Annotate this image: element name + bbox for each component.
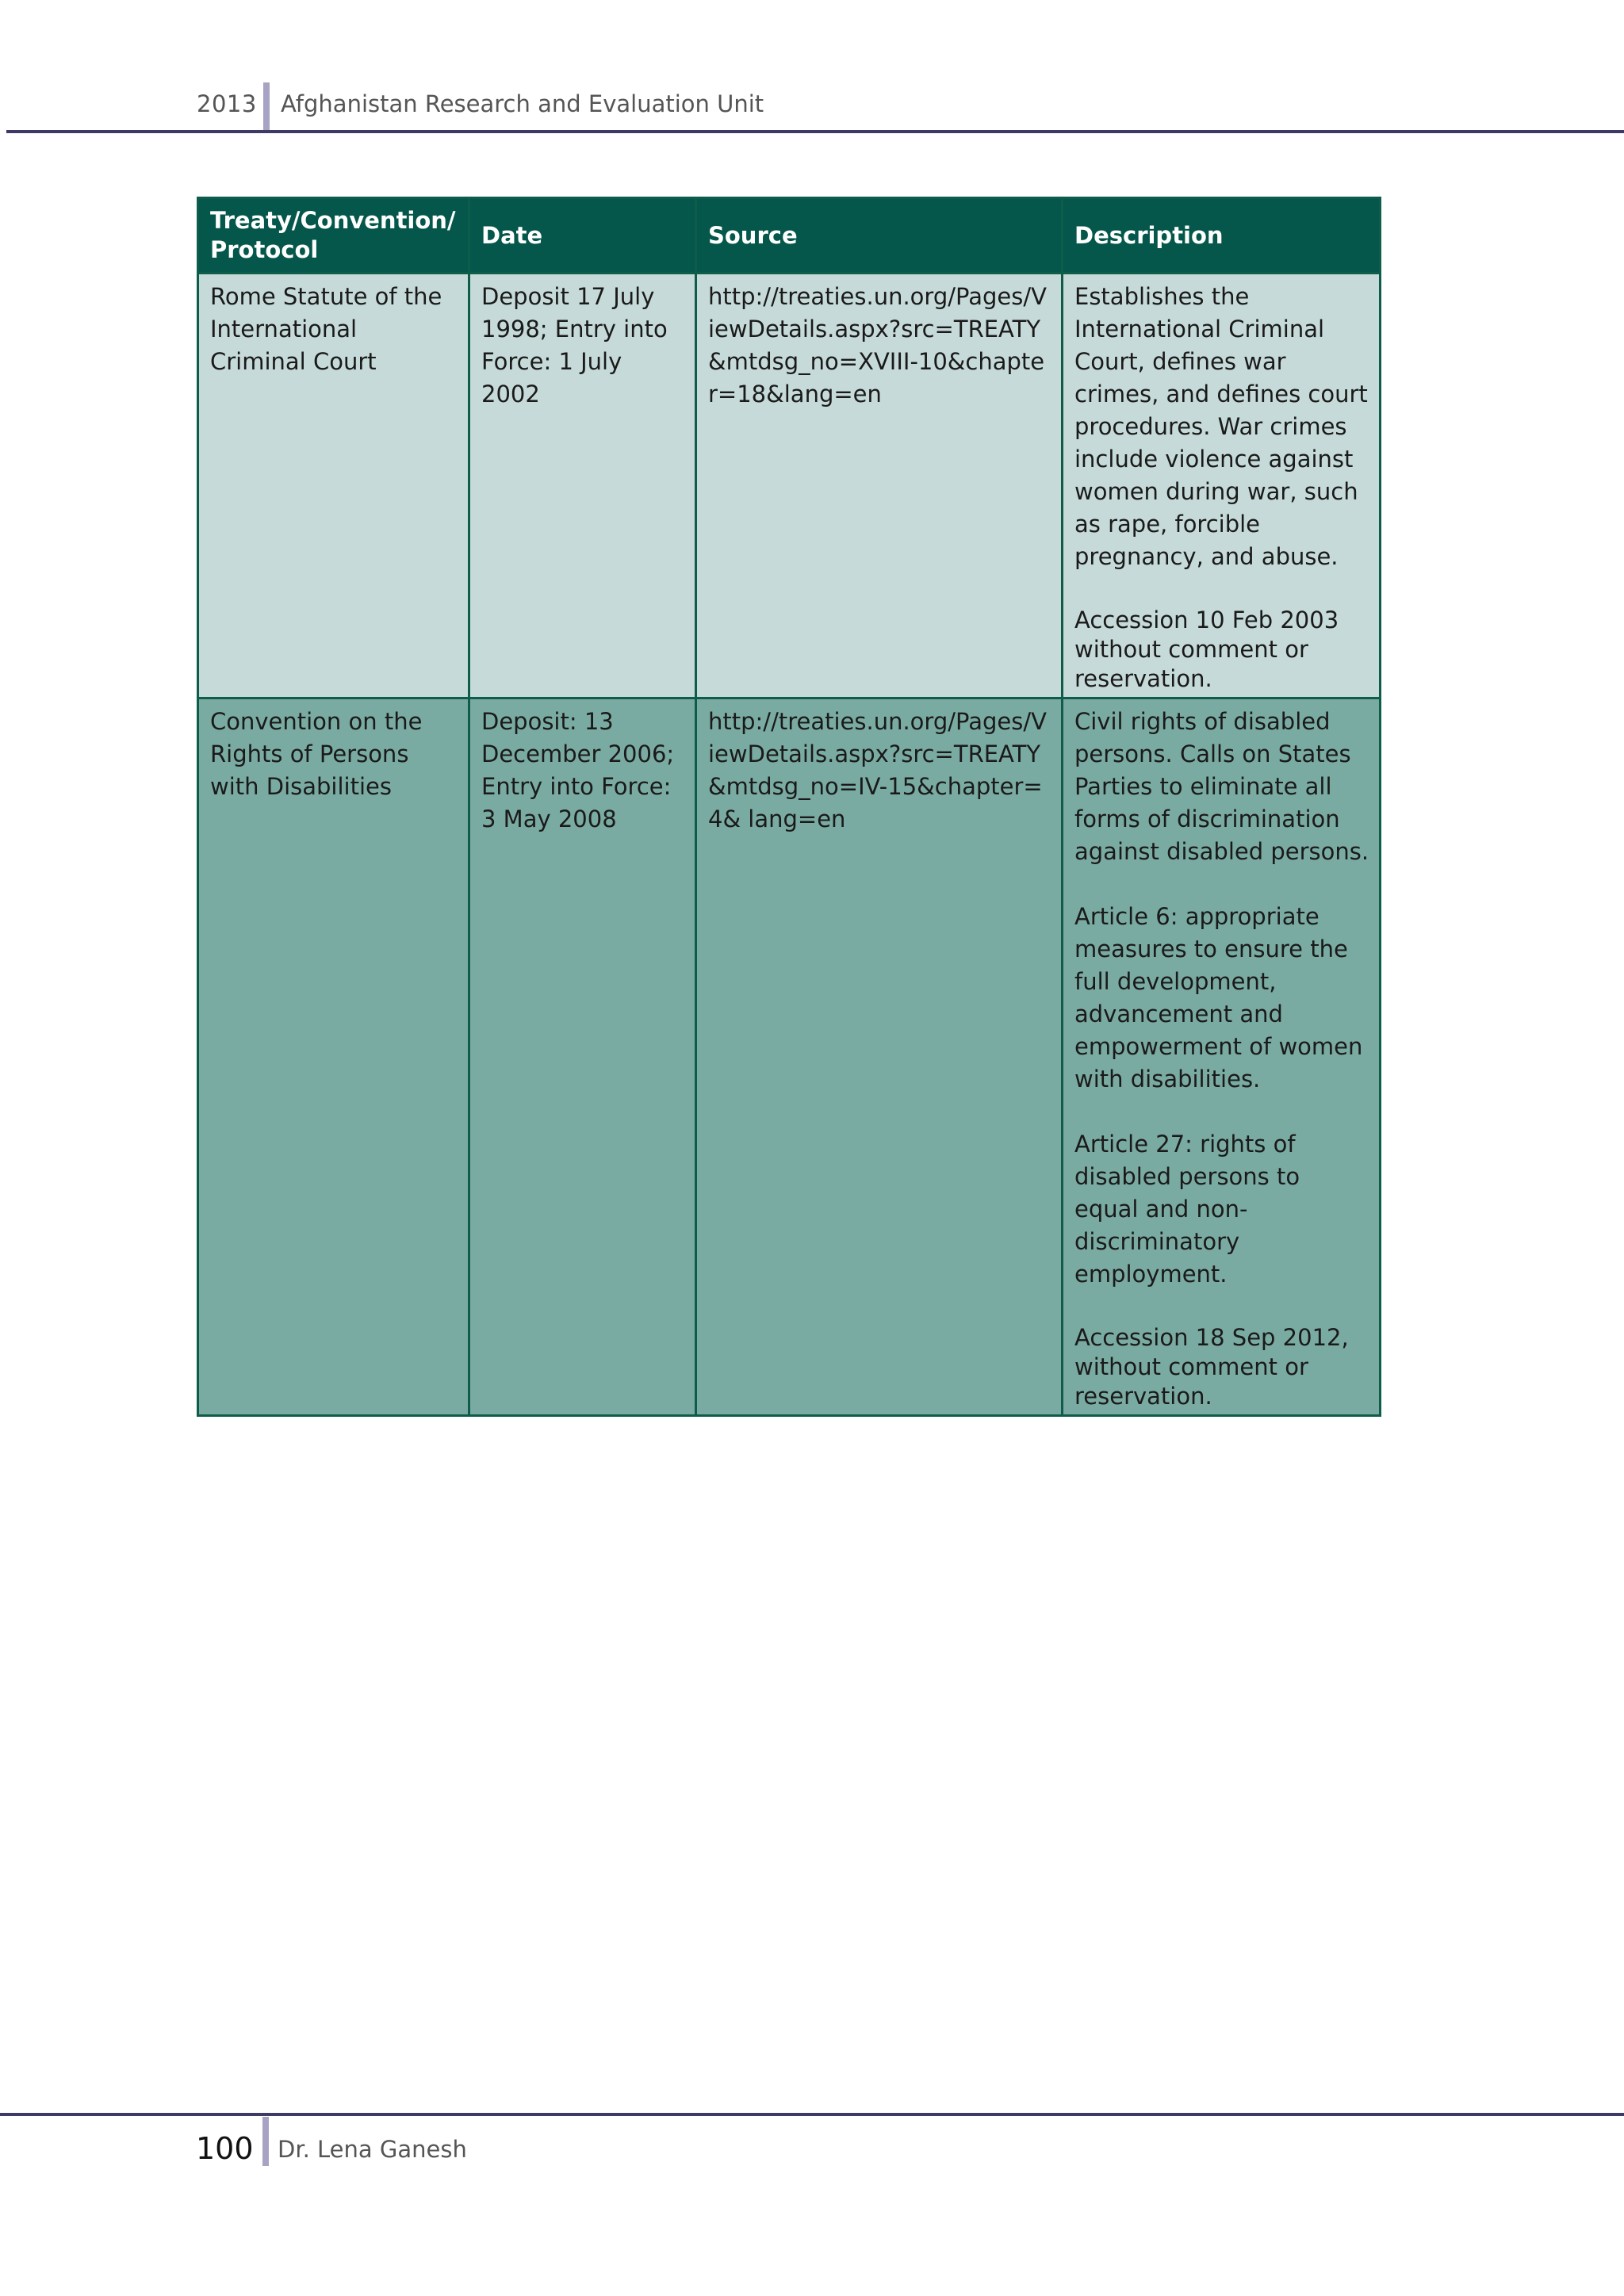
treaty-date: Deposit: 13 December 2006; Entry into Force: 3 May 2008 <box>481 708 675 832</box>
treaty-table-container <box>197 197 1379 1417</box>
footer-author: Dr. Lena Ganesh <box>278 2136 467 2163</box>
treaty-name: Convention on the Rights of Persons with Disabilities <box>210 708 423 800</box>
header-divider <box>263 82 270 132</box>
page-header <box>0 0 1624 135</box>
column-header-source: Source <box>696 198 1063 274</box>
cell-date <box>469 274 696 698</box>
footer-divider <box>262 2117 269 2166</box>
treaty-source-link[interactable]: http://treaties.un.org/Pages/ViewDetails.aspx?src=TREATY&mtdsg_no=XVIII-10&chapter=18&lang=en <box>708 283 1047 408</box>
description-paragraph: Civil rights of disabled persons. Calls on States Parties to eliminate all forms of discrimination against disabled persons. <box>1074 708 1369 865</box>
treaty-table <box>197 197 1381 1417</box>
cell-treaty <box>198 274 469 698</box>
column-header-treaty: Treaty/Convention/ Protocol <box>198 198 469 274</box>
cell-date <box>469 698 696 1416</box>
header-year: 2013 <box>197 90 257 117</box>
treaty-name: Rome Statute of the International Criminal Court <box>210 283 442 375</box>
description-paragraph: Establishes the International Criminal Court, defines war crimes, and defines court procedures. War crimes include violence against women during war, such as rape, forcible pregnancy, and abuse. <box>1074 283 1368 570</box>
description-article-6: Article 6: appropriate measures to ensure the full development, advancement and empowerment of women with disabilities. <box>1074 903 1363 1093</box>
description-accession: Accession 18 Sep 2012, without comment or reservation. <box>1074 1324 1349 1410</box>
page-number: 100 <box>196 2131 254 2166</box>
cell-treaty <box>198 698 469 1416</box>
column-header-description: Description <box>1063 198 1381 274</box>
treaty-date: Deposit 17 July 1998; Entry into Force: 1 July 2002 <box>481 283 668 408</box>
cell-description <box>1063 274 1381 698</box>
cell-description <box>1063 698 1381 1416</box>
description-article-27: Article 27: rights of disabled persons to equal and non-discriminatory employment. <box>1074 1131 1300 1288</box>
table-header-row <box>198 198 1381 274</box>
cell-source <box>696 274 1063 698</box>
footer-rule <box>0 2113 1624 2116</box>
cell-source <box>696 698 1063 1416</box>
header-organization: Afghanistan Research and Evaluation Unit <box>281 90 764 117</box>
description-accession: Accession 10 Feb 2003 without comment or reservation. <box>1074 607 1339 692</box>
column-header-date: Date <box>469 198 696 274</box>
treaty-source-link[interactable]: http://treaties.un.org/Pages/ViewDetails.aspx?src=TREATY&mtdsg_no=IV-15&chapter=4& lang=en <box>708 708 1047 832</box>
table-row <box>198 274 1381 698</box>
table-row <box>198 698 1381 1416</box>
header-rule <box>6 130 1624 133</box>
